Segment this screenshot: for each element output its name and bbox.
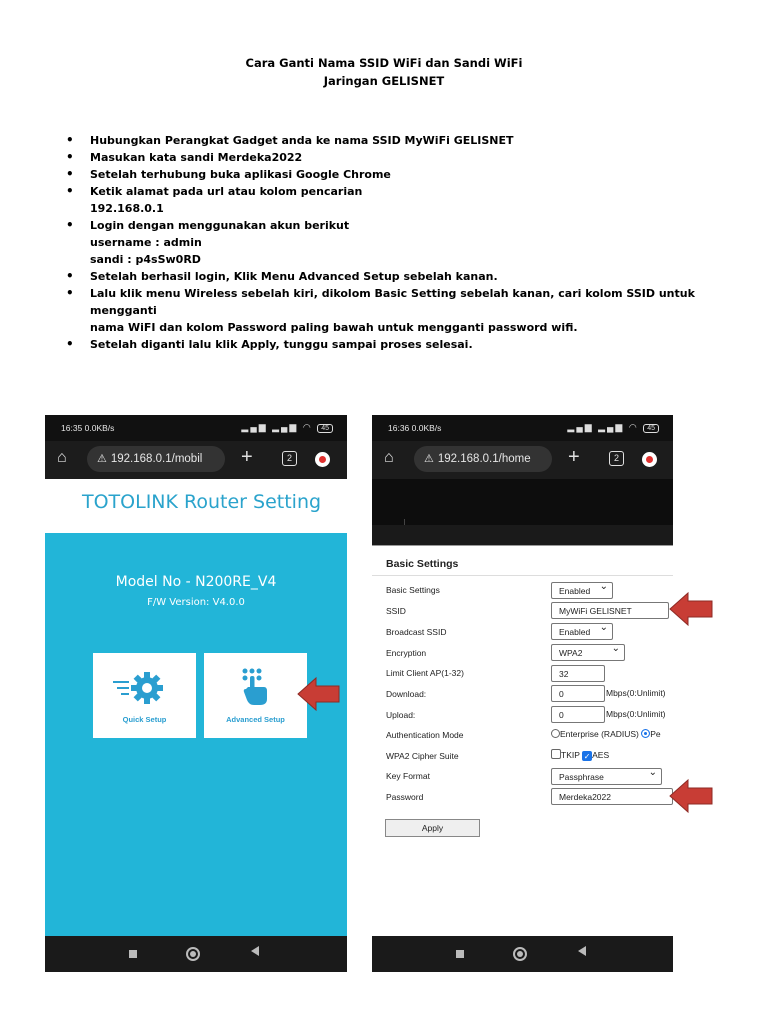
screenshot-basic-settings — [372, 415, 673, 972]
router-panel — [45, 533, 347, 936]
home-button-icon[interactable] — [186, 947, 200, 961]
label-encryption: Encryption — [386, 648, 427, 658]
back-icon[interactable] — [251, 946, 259, 956]
battery-icon: 45 — [317, 424, 333, 433]
new-tab-icon[interactable]: + — [241, 446, 253, 468]
url-text: 192.168.0.1/mobil — [110, 453, 203, 465]
ssid-input[interactable]: MyWiFi GELISNET — [551, 602, 669, 619]
upload-input[interactable]: 0 — [551, 706, 605, 723]
pointer-arrow-icon — [668, 778, 714, 814]
step-text: Setelah berhasil login, Klik Menu Advanced Setup sebelah kanan. — [90, 270, 498, 283]
instruction-list — [66, 132, 716, 353]
home-icon[interactable]: ⌂ — [57, 449, 67, 466]
model-number: Model No - N200RE_V4 — [115, 574, 277, 590]
advanced-setup-button[interactable] — [204, 653, 307, 738]
recent-apps-icon[interactable] — [129, 950, 137, 958]
step-text: • Login dengan menggunakan akun berikut — [90, 219, 350, 232]
new-tab-icon[interactable]: + — [568, 446, 580, 468]
status-bar — [372, 415, 673, 441]
aes-label: AES — [592, 750, 610, 760]
home-button-icon[interactable] — [513, 947, 527, 961]
title-line-2: Jaringan GELISNET — [323, 74, 445, 88]
status-icons: ▂▄▆ ▂▄▆ ◠ 45 — [567, 422, 659, 433]
radio-personal-label: Pe — [650, 729, 661, 739]
label-broadcast-ssid: Broadcast SSID — [386, 627, 447, 637]
list-item — [66, 336, 716, 353]
encryption-select[interactable]: WPA2 ⌄ — [551, 644, 625, 661]
status-time: 16:36 0.0KB/s — [388, 423, 442, 433]
advanced-setup-label: Advanced Setup — [226, 715, 285, 724]
label-upload: Upload: — [386, 710, 416, 720]
url-field[interactable] — [87, 446, 225, 472]
label-cipher-suite: WPA2 Cipher Suite — [386, 751, 459, 761]
step-text: nama WiFI dan kolom Password paling bawah untuk mengganti password wifi. — [90, 321, 578, 334]
radio-personal[interactable] — [641, 729, 650, 738]
limit-client-input[interactable]: 32 — [551, 665, 605, 682]
step-text: • Ketik alamat pada url atau kolom pencarian — [90, 185, 363, 198]
list-item — [66, 183, 716, 217]
list-item — [66, 166, 716, 183]
basic-settings-form — [372, 545, 673, 936]
battery-icon: 45 — [643, 424, 659, 433]
page-dark-area — [372, 479, 673, 525]
tab-count-icon[interactable]: 2 — [609, 451, 624, 466]
tkip-label: TKIP — [561, 750, 580, 760]
upload-icon[interactable] — [315, 452, 330, 467]
settings-heading: Basic Settings — [386, 558, 459, 570]
auth-mode-radios — [551, 729, 661, 739]
list-item — [66, 217, 716, 268]
cipher-checkboxes — [551, 749, 609, 761]
title-line-1: Cara Ganti Nama SSID WiFi dan Sandi WiFi — [245, 56, 523, 70]
step-text: Setelah diganti lalu klik Apply, tunggu sampai proses selesai. — [90, 338, 473, 351]
download-unit: Mbps(0:Unlimit) — [606, 688, 666, 698]
step-text: Hubungkan Perangkat Gadget anda ke nama SSID MyWiFi GELISNET — [90, 134, 514, 147]
key-format-select[interactable]: Passphrase ⌄ — [551, 768, 662, 785]
label-limit-client: Limit Client AP(1-32) — [386, 668, 464, 678]
label-ssid: SSID — [386, 606, 406, 616]
android-nav-bar — [45, 936, 347, 972]
step-password: sandi : p4sSw0RD — [90, 253, 201, 266]
firmware-version: F/W Version: V4.0.0 — [147, 597, 245, 608]
step-url: 192.168.0.1 — [90, 202, 164, 215]
apply-button[interactable]: Apply — [385, 819, 480, 837]
download-input[interactable]: 0 — [551, 685, 605, 702]
label-basic-settings: Basic Settings — [386, 585, 440, 595]
upload-unit: Mbps(0:Unlimit) — [606, 709, 666, 719]
url-text: 192.168.0.1/home — [437, 453, 531, 465]
warning-icon: ⚠ — [424, 453, 434, 465]
status-time: 16:35 0.0KB/s — [61, 423, 115, 433]
app-header — [45, 479, 347, 534]
app-title: TOTOLINK Router Setting — [82, 491, 322, 513]
recent-apps-icon[interactable] — [456, 950, 464, 958]
broadcast-ssid-select[interactable]: Enabled ⌄ — [551, 623, 613, 640]
touch-grid-icon — [240, 667, 270, 707]
label-authentication-mode: Authentication Mode — [386, 730, 464, 740]
back-icon[interactable] — [578, 946, 586, 956]
status-icons: ▂▄▆ ▂▄▆ ◠ 45 — [241, 422, 333, 433]
quick-setup-label: Quick Setup — [122, 715, 167, 724]
browser-toolbar — [45, 441, 347, 479]
pointer-arrow-icon — [668, 591, 714, 627]
warning-icon: ⚠ — [97, 453, 107, 465]
step-text: Masukan kata sandi Merdeka2022 — [90, 151, 303, 164]
label-download: Download: — [386, 689, 427, 699]
password-input[interactable]: Merdeka2022 — [551, 788, 673, 805]
label-password: Password — [386, 792, 424, 802]
radio-enterprise[interactable] — [551, 729, 560, 738]
pointer-arrow-icon — [296, 675, 342, 713]
list-item — [66, 268, 716, 285]
document-title — [0, 54, 768, 90]
tkip-checkbox[interactable] — [551, 749, 561, 759]
aes-checkbox[interactable]: ✓ — [583, 752, 591, 761]
android-nav-bar — [372, 936, 673, 972]
upload-icon[interactable] — [642, 452, 657, 467]
url-field[interactable] — [414, 446, 552, 472]
home-icon[interactable]: ⌂ — [384, 449, 394, 466]
list-item — [66, 149, 716, 166]
label-key-format: Key Format — [386, 771, 430, 781]
status-bar — [45, 415, 347, 441]
tab-count-icon[interactable]: 2 — [282, 451, 297, 466]
quick-setup-button[interactable] — [93, 653, 196, 738]
list-item — [66, 285, 716, 336]
basic-settings-select[interactable]: Enabled ⌄ — [551, 582, 613, 599]
step-text: Setelah terhubung buka aplikasi Google Chrome — [90, 168, 391, 181]
browser-toolbar — [372, 441, 673, 479]
radio-enterprise-label: Enterprise (RADIUS) — [560, 729, 639, 739]
list-item — [66, 132, 716, 149]
step-text: • Lalu klik menu Wireless sebelah kiri, dikolom Basic Setting sebelah kanan, cari kolom SSID untuk mengganti — [90, 287, 695, 317]
gear-icon — [113, 671, 173, 705]
step-username: username : admin — [90, 236, 202, 249]
